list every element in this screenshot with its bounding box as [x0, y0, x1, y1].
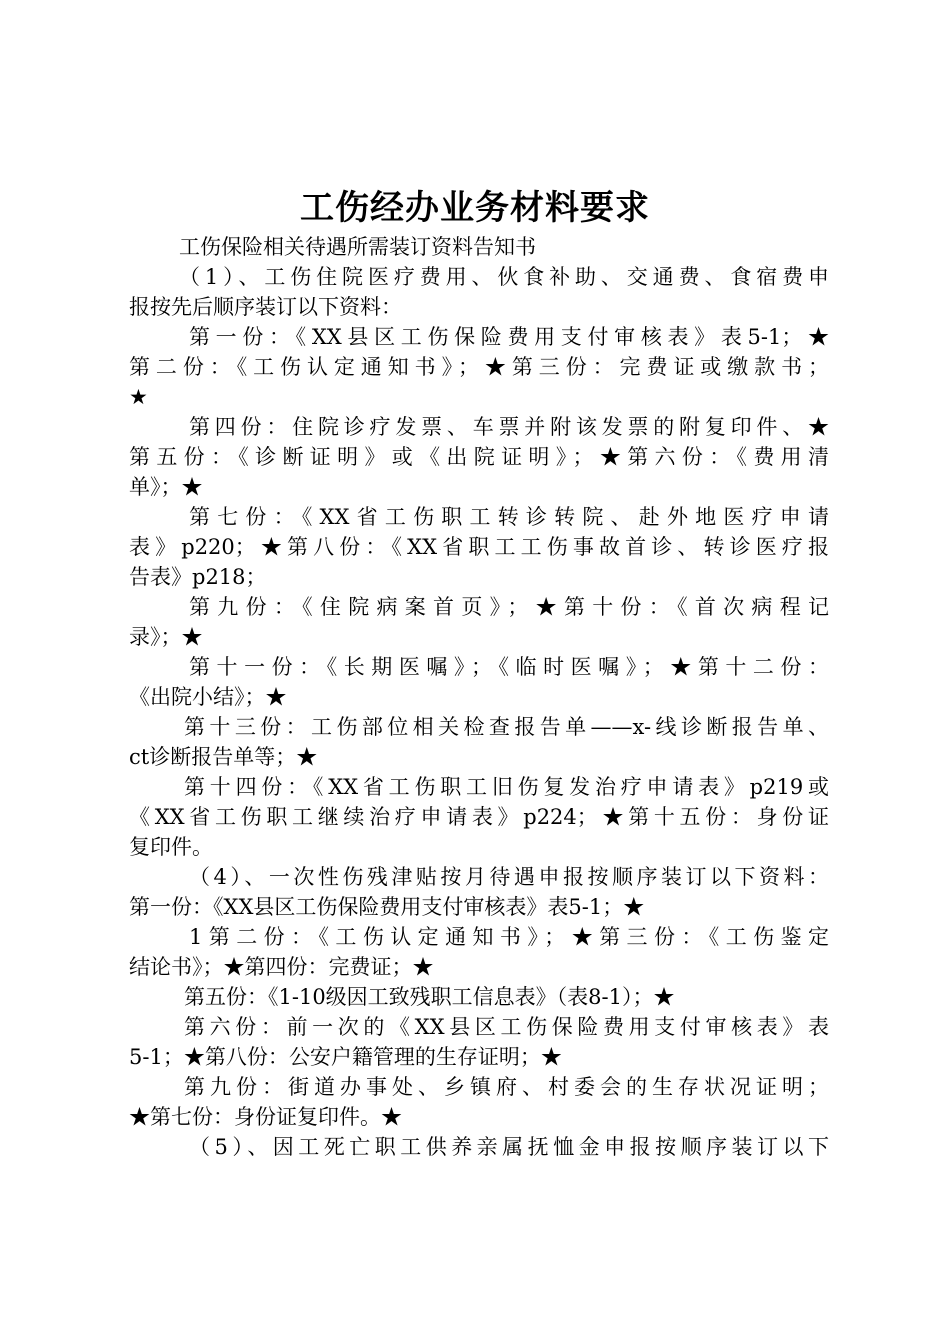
paragraph-line: 《出院小结》；★: [129, 685, 287, 709]
notice-heading: 工伤保险相关待遇所需装订资料告知书: [179, 235, 536, 259]
paragraph-line: 复印件。: [129, 835, 213, 859]
paragraph-line: 第十一份：《长期医嘱》；《临时医嘱》；★第十二份：: [189, 655, 829, 679]
paragraph-line: ct诊断报告单等；★: [129, 745, 318, 769]
paragraph-line: 第二份：《工伤认定通知书》；★第三份：完费证或缴款书；: [129, 355, 829, 379]
paragraph-line: 第十三份：工伤部位相关检查报告单——x-线诊断报告单、: [184, 715, 829, 739]
paragraph-line: 第十四份：《XX省工伤职工旧伤复发治疗申请表》p219或: [184, 775, 829, 799]
paragraph-line: 5-1；★第八份：公安户籍管理的生存证明；★: [129, 1045, 562, 1069]
paragraph-line: 第一份：《XX县区工伤保险费用支付审核表》表5-1；★: [189, 325, 829, 349]
paragraph-line: （4）、一次性伤残津贴按月待遇申报按顺序装订以下资料：: [189, 865, 829, 889]
paragraph-line: ★: [129, 385, 148, 409]
paragraph-line: ★第七份：身份证复印件。★: [129, 1105, 402, 1129]
paragraph-line: 1第二份：《工伤认定通知书》；★第三份：《工伤鉴定: [189, 925, 829, 949]
paragraph-line: 告表》p218；: [129, 565, 267, 589]
paragraph-line: 第七份：《XX省工伤职工转诊转院、赴外地医疗申请: [189, 505, 829, 529]
paragraph-line: 第九份：街道办事处、乡镇府、村委会的生存状况证明；: [184, 1075, 829, 1099]
paragraph-line: 表》p220；★第八份：《XX省职工工伤事故首诊、转诊医疗报: [129, 535, 829, 559]
paragraph-line: 单》；★: [129, 475, 203, 499]
paragraph-line: （5）、因工死亡职工供养亲属抚恤金申报按顺序装订以下: [189, 1135, 829, 1159]
document-body: [129, 232, 829, 1162]
paragraph-line: 第五份：《诊断证明》或《出院证明》；★第六份：《费用清: [129, 445, 829, 469]
document-title: 工伤经办业务材料要求: [300, 188, 650, 228]
paragraph-line: （1）、工伤住院医疗费用、伙食补助、交通费、食宿费申: [179, 265, 829, 289]
paragraph-line: 第九份：《住院病案首页》；★第十份：《首次病程记: [189, 595, 829, 619]
paragraph-line: 结论书》；★第四份：完费证；★: [129, 955, 434, 979]
paragraph-line: 《XX省工伤职工继续治疗申请表》p224；★第十五份：身份证: [129, 805, 829, 829]
paragraph-line: 第五份：《1-10级因工致残职工信息表》（表8-1）；★: [184, 985, 675, 1009]
paragraph-line: 录》；★: [129, 625, 203, 649]
paragraph-line: 第一份：《XX县区工伤保险费用支付审核表》表5-1；★: [129, 895, 645, 919]
paragraph-line: 报按先后顺序装订以下资料：: [129, 295, 402, 319]
paragraph-line: 第四份：住院诊疗发票、车票并附该发票的附复印件、★: [189, 415, 829, 439]
paragraph-line: 第六份：前一次的《XX县区工伤保险费用支付审核表》表: [184, 1015, 829, 1039]
